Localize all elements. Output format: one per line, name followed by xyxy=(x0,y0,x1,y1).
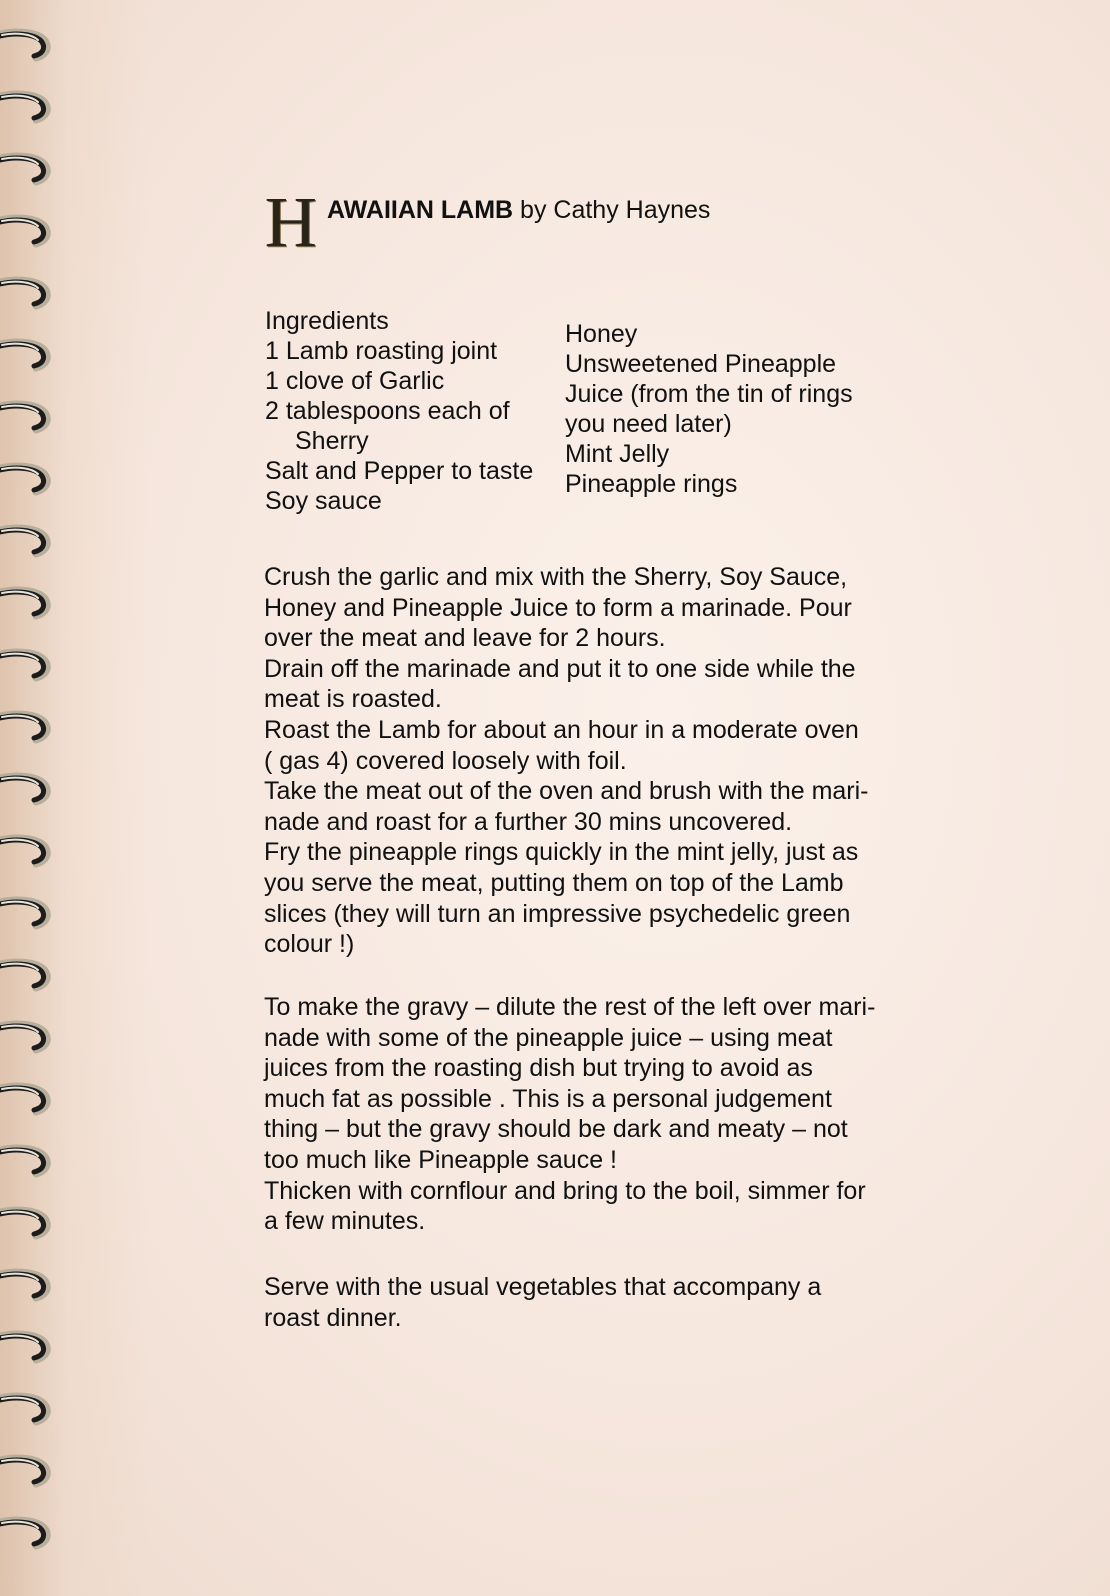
recipe-title xyxy=(265,182,965,262)
text-line: slices (they will turn an impressive psychedelic green xyxy=(264,899,851,928)
ingredient-item: Salt and Pepper to taste xyxy=(265,457,534,485)
spiral-coil xyxy=(0,400,60,434)
text-line: colour !) xyxy=(264,930,355,959)
text-line: over the meat and leave for 2 hours. xyxy=(264,624,666,653)
text-line: roast dinner. xyxy=(264,1303,402,1332)
text-line: Crush the garlic and mix with the Sherry, Soy Sauce, xyxy=(264,563,848,591)
ingredient-item: 1 Lamb roasting joint xyxy=(265,337,498,365)
title-byline: by Cathy Haynes xyxy=(513,196,711,224)
text-line: Serve with the usual vegetables that accompany a xyxy=(264,1273,822,1301)
text-line: nade with some of the pineapple juice – using meat xyxy=(264,1023,833,1052)
spiral-coil xyxy=(0,462,60,496)
text-line: juices from the roasting dish but trying to avoid as xyxy=(264,1054,813,1083)
spiral-coil xyxy=(0,1330,60,1364)
spiral-binding xyxy=(0,0,70,1596)
text-line: Roast the Lamb for about an hour in a moderate oven xyxy=(264,715,859,744)
ingredient-item: you need later) xyxy=(565,410,732,438)
spiral-coil xyxy=(0,1144,60,1178)
ingredient-item: Unsweetened Pineapple xyxy=(565,350,837,378)
ingredients-right-column xyxy=(565,319,853,499)
spiral-coil xyxy=(0,1020,60,1054)
ingredient-item: Pineapple rings xyxy=(565,470,738,498)
spiral-coil xyxy=(0,1454,60,1488)
title-text xyxy=(327,196,710,225)
serve-paragraph xyxy=(264,1272,964,1333)
spiral-coil xyxy=(0,276,60,310)
text-line: Drain off the marinade and put it to one side while the xyxy=(264,654,856,683)
title-drop-cap: H xyxy=(265,182,317,262)
text-line: nade and roast for a further 30 mins uncovered. xyxy=(264,807,793,836)
spiral-coil xyxy=(0,1082,60,1116)
text-line: much fat as possible . This is a personal judgement xyxy=(264,1084,832,1113)
text-line: Thicken with cornflour and bring to the boil, simmer for xyxy=(264,1176,866,1205)
ingredient-item: Sherry xyxy=(295,427,369,455)
gravy-paragraph xyxy=(264,992,964,1237)
spiral-coil xyxy=(0,1268,60,1302)
ingredient-item: 2 tablespoons each of xyxy=(265,397,510,425)
text-line: Take the meat out of the oven and brush with the mari- xyxy=(264,777,869,806)
spiral-coil xyxy=(0,710,60,744)
text-line: thing – but the gravy should be dark and meaty – not xyxy=(264,1115,848,1144)
spiral-coil xyxy=(0,338,60,372)
spiral-coil xyxy=(0,1392,60,1426)
text-line: To make the gravy – dilute the rest of the left over mari- xyxy=(264,993,876,1021)
text-line: a few minutes. xyxy=(264,1207,426,1236)
spiral-coil xyxy=(0,1206,60,1240)
spiral-coil xyxy=(0,1516,60,1550)
text-line: Fry the pineapple rings quickly in the mint jelly, just as xyxy=(264,838,859,867)
ingredients-left-column xyxy=(265,306,533,516)
ingredients-heading: Ingredients xyxy=(265,307,389,335)
spiral-coil xyxy=(0,28,60,62)
title-bold: AWAIIAN LAMB xyxy=(327,196,514,224)
spiral-coil xyxy=(0,90,60,124)
text-line: meat is roasted. xyxy=(264,685,442,714)
spiral-coil xyxy=(0,772,60,806)
spiral-coil xyxy=(0,586,60,620)
spiral-coil xyxy=(0,958,60,992)
text-line: Honey and Pineapple Juice to form a marinade. Pour xyxy=(264,593,852,622)
method-paragraph xyxy=(264,562,964,960)
spiral-coil xyxy=(0,896,60,930)
ingredient-item: Honey xyxy=(565,320,638,348)
ingredient-item: Soy sauce xyxy=(265,487,382,515)
text-line: you serve the meat, putting them on top of the Lamb xyxy=(264,868,844,897)
spiral-coil xyxy=(0,648,60,682)
text-line: ( gas 4) covered loosely with foil. xyxy=(264,746,627,775)
spiral-coil xyxy=(0,524,60,558)
ingredient-item: Mint Jelly xyxy=(565,440,670,468)
ingredient-item: 1 clove of Garlic xyxy=(265,367,445,395)
text-line: too much like Pineapple sauce ! xyxy=(264,1145,617,1174)
spiral-coil xyxy=(0,834,60,868)
spiral-coil xyxy=(0,152,60,186)
ingredient-item: Juice (from the tin of rings xyxy=(565,380,853,408)
spiral-coil xyxy=(0,214,60,248)
